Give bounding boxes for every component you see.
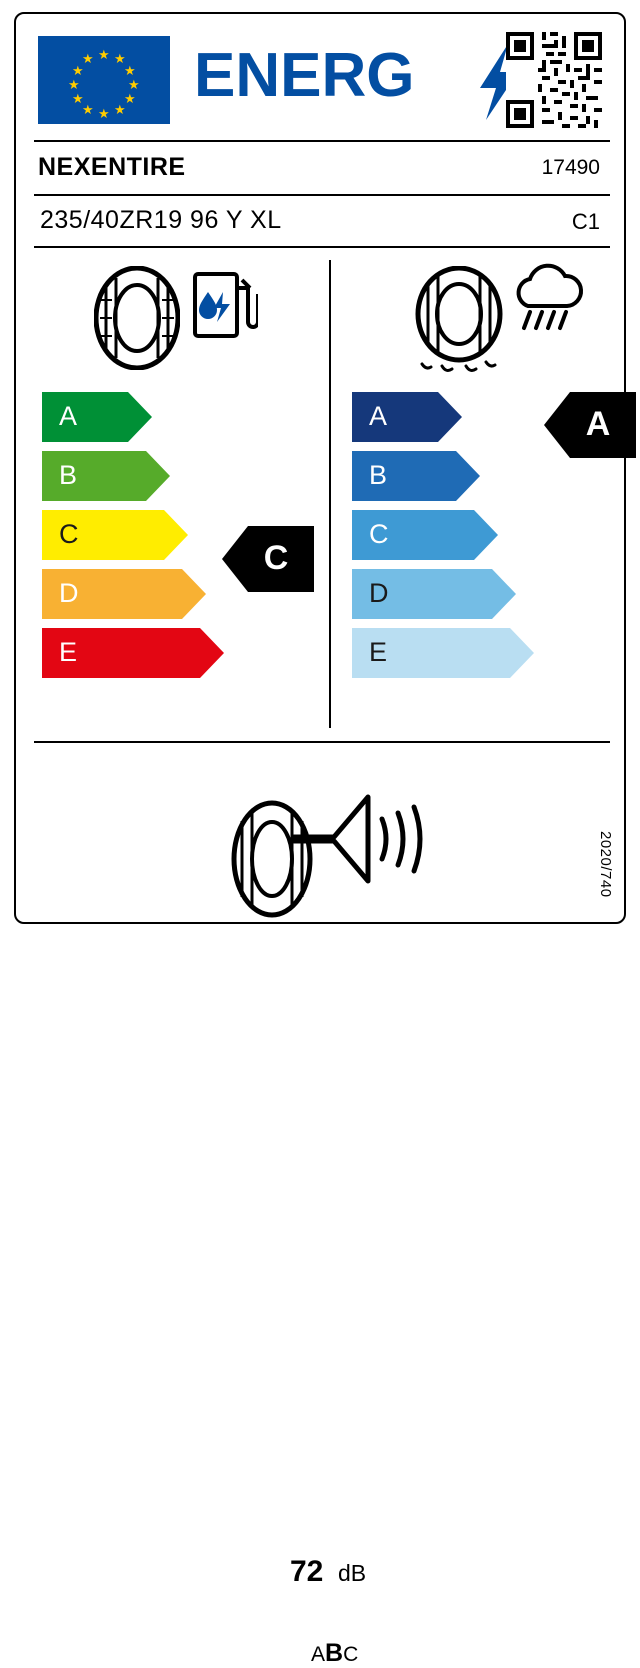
qr-code-icon <box>506 32 602 128</box>
grade-letter: B <box>59 460 78 490</box>
noise-section <box>16 759 624 1667</box>
grade-bar <box>352 569 516 619</box>
tyre-icon <box>414 266 504 381</box>
grade-bar <box>352 628 534 678</box>
grade-letter: C <box>369 519 389 549</box>
tyre-class: C1 <box>571 209 600 234</box>
fuel-efficiency-scale <box>42 392 224 687</box>
divider-2 <box>34 194 610 196</box>
noise-graphic <box>216 759 456 924</box>
pictogram-row <box>16 260 624 380</box>
wet-result-letter: A <box>585 405 611 443</box>
rain-cloud-icon <box>508 262 586 343</box>
regulation-reference: 2020/740 <box>597 831 614 898</box>
eu-stars: ★ ★ ★ ★ ★ ★ ★ ★ ★ ★ ★ ★ <box>68 47 140 121</box>
grade-bar <box>352 392 462 442</box>
grade-bar <box>42 510 188 560</box>
tyre-size: 235/40ZR19 96 Y XL <box>40 206 282 234</box>
wet-grip-result <box>544 392 636 458</box>
grade-letter: E <box>59 637 78 667</box>
item-code: 17490 <box>541 156 600 179</box>
grade-bar <box>42 392 152 442</box>
grade-letter: C <box>59 519 79 549</box>
noise-value: 72 <box>290 1555 324 1588</box>
grade-bar <box>42 569 206 619</box>
divider-4 <box>34 741 610 743</box>
label-header <box>16 14 624 139</box>
grade-bar <box>42 451 170 501</box>
noise-class <box>311 1639 358 1668</box>
fuel-pump-icon <box>192 268 258 345</box>
grade-bar <box>352 451 480 501</box>
noise-class-a: A <box>311 1643 326 1666</box>
grade-letter: B <box>369 460 388 490</box>
fuel-efficiency-result <box>222 526 314 592</box>
fuel-result-letter: C <box>263 539 289 577</box>
noise-class-c: C <box>343 1643 359 1666</box>
brand-name: NEXENTIRE <box>38 153 186 181</box>
tyre-icon <box>94 266 180 375</box>
energy-label <box>14 12 626 1667</box>
eu-flag-icon <box>38 36 170 124</box>
page-title: ENERG <box>194 41 415 110</box>
grade-letter: D <box>369 578 389 608</box>
grade-letter: A <box>59 401 78 431</box>
grade-letter: E <box>369 637 388 667</box>
noise-class-b: B <box>325 1639 344 1667</box>
grade-letter: A <box>369 401 388 431</box>
wet-grip-scale <box>352 392 534 687</box>
grade-letter: D <box>59 578 79 608</box>
grade-bar <box>352 510 498 560</box>
grade-bar <box>42 628 224 678</box>
noise-unit: dB <box>338 1560 367 1586</box>
divider-1 <box>34 140 610 142</box>
divider-3 <box>34 246 610 248</box>
